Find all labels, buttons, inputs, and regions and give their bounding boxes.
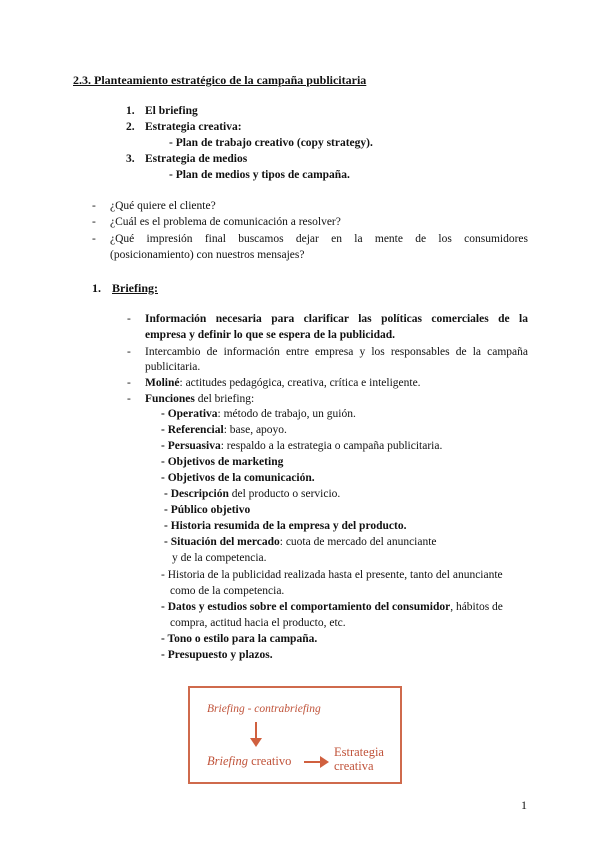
outline-subitem-2: - Plan de trabajo creativo (copy strategy). — [169, 137, 373, 149]
item-situacion-cont: y de la competencia. — [172, 552, 267, 564]
outline-item-3: Estrategia de medios — [145, 153, 248, 165]
function-operativa-desc: : método de trabajo, un guión. — [217, 408, 356, 420]
bullet-2-line1: Intercambio de información entre empresa y los responsables de la campaña — [145, 346, 528, 358]
briefing-heading: Briefing: — [112, 281, 158, 295]
bullet-dash: - — [92, 200, 96, 212]
bullet-3-bold: Moliné — [145, 377, 180, 389]
arrow-right-icon — [304, 756, 330, 768]
outline-num-3: 3. — [126, 153, 135, 165]
bullet-4 — [145, 393, 254, 405]
item-objetivos-marketing: - Objetivos de marketing — [161, 456, 284, 468]
diagram-right-line1: Estrategia — [334, 745, 384, 759]
item-datos-estudios — [161, 601, 503, 613]
bullet-dash: - — [127, 346, 131, 358]
diagram-bottom-regular: creativo — [247, 754, 292, 768]
question-3-cont: (posicionamiento) con nuestros mensajes? — [110, 249, 305, 261]
function-persuasiva-label: - Persuasiva — [161, 440, 221, 452]
function-persuasiva-desc: : respaldo a la estrategia o campaña publicitaria. — [220, 440, 443, 452]
outline-subitem-3: - Plan de medios y tipos de campaña. — [169, 169, 350, 181]
question-1: ¿Qué quiere el cliente? — [110, 200, 216, 212]
function-operativa — [161, 408, 356, 420]
bullet-2-line2: publicitaria. — [145, 361, 201, 373]
function-referencial-desc: : base, apoyo. — [223, 424, 287, 436]
item-situacion-desc: : cuota de mercado del anunciante — [279, 536, 437, 548]
item-datos-cont: compra, actitud hacia el producto, etc. — [170, 617, 346, 629]
diagram-bottom-label — [207, 754, 291, 769]
item-historia-empresa: - Historia resumida de la empresa y del producto. — [164, 520, 407, 532]
outline-item-1: El briefing — [145, 105, 198, 117]
function-referencial-label: - Referencial — [161, 424, 224, 436]
briefing-heading-num: 1. — [92, 281, 101, 295]
outline-num-1: 1. — [126, 105, 135, 117]
function-operativa-label: - Operativa — [161, 408, 218, 420]
item-presupuesto: - Presupuesto y plazos. — [161, 649, 273, 661]
function-referencial — [161, 424, 287, 436]
section-title: 2.3. Planteamiento estratégico de la campaña publicitaria — [73, 73, 367, 87]
question-3: ¿Qué impresión final buscamos dejar en la mente de los consumidores — [110, 233, 528, 245]
bullet-3-rest: : actitudes pedagógica, creativa, crítica e inteligente. — [179, 377, 421, 389]
item-situacion-mercado — [164, 536, 437, 548]
function-persuasiva — [161, 440, 442, 452]
item-descripcion-label: - Descripción — [164, 488, 229, 500]
page-number: 1 — [521, 798, 527, 812]
item-historia-publicidad-cont: como de la competencia. — [170, 585, 285, 597]
item-publico-objetivo: - Público objetivo — [164, 504, 251, 516]
diagram-bottom-italic: Briefing — [207, 754, 248, 768]
item-descripcion-desc: del producto o servicio. — [228, 488, 341, 500]
item-datos-label: - Datos y estudios sobre el comportamiento del consumidor — [161, 601, 451, 613]
bullet-3 — [145, 377, 421, 389]
item-descripcion — [164, 488, 340, 500]
bullet-dash: - — [127, 313, 131, 325]
bullet-dash: - — [127, 377, 131, 389]
bullet-dash: - — [127, 393, 131, 405]
outline-item-2: Estrategia creativa: — [145, 121, 242, 133]
outline-num-2: 2. — [126, 121, 135, 133]
briefing-diagram — [188, 686, 402, 784]
item-objetivos-comunicacion: - Objetivos de la comunicación. — [161, 472, 315, 484]
item-historia-publicidad: - Historia de la publicidad realizada hasta el presente, tanto del anunciante — [161, 569, 503, 581]
arrow-down-icon — [249, 722, 263, 748]
item-situacion-label: - Situación del mercado — [164, 536, 280, 548]
item-tono-estilo: - Tono o estilo para la campaña. — [161, 633, 318, 645]
diagram-right-label — [334, 745, 384, 773]
bullet-4-rest: del briefing: — [194, 393, 255, 405]
bullet-1-line2: empresa y definir lo que se espera de la publicidad. — [145, 329, 396, 341]
diagram-top-label: Briefing - contrabriefing — [207, 703, 321, 715]
question-2: ¿Cuál es el problema de comunicación a resolver? — [110, 216, 341, 228]
item-datos-desc: , hábitos de — [450, 601, 503, 613]
bullet-dash: - — [92, 216, 96, 228]
bullet-1-line1: Información necesaria para clarificar las políticas comerciales de la — [145, 313, 528, 325]
bullet-4-bold: Funciones — [145, 393, 195, 405]
diagram-right-line2: creativa — [334, 759, 374, 773]
bullet-dash: - — [92, 233, 96, 245]
